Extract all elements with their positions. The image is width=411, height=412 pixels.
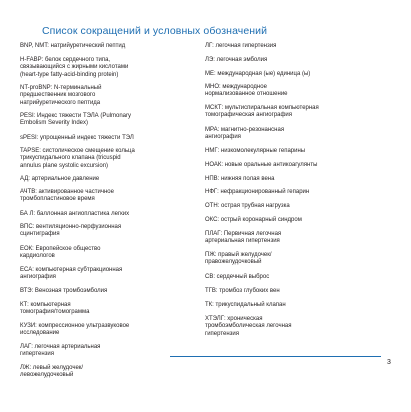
abbreviation-entry: АЧТВ: активированное частичное тромбопластиновое время [20,189,114,203]
abbreviation-entry: ТК: трикуспидальный клапан [205,302,286,308]
abbreviation-entry: H-FABP: белок сердечного типа, связывающийся с жирными кислотами (heart-type fatty-acid-binding protein) [20,57,129,78]
abbreviation-entry: НФГ: нефракционированный гепарин [205,189,310,195]
abbreviation-entry: sPESI: упрощенный индекс тяжести ТЭЛ [20,135,134,141]
abbreviation-entry: ЛЖ: левый желудочек/ левожелудочковый [20,365,84,379]
abbreviation-entry: ВПС: вентиляционно-перфузионная сцинтиграфия [20,224,122,238]
abbreviation-entry: PESI: Индекс тяжести ТЭЛА (Pulmonary Embolism Severity Index) [20,113,132,127]
abbreviation-entry: АД: артериальное давление [20,176,100,182]
abbreviation-entry: BNP, NMT: натрийуретический пептид [20,43,126,49]
abbreviation-entry: МНО: международное нормализованное отношение [205,84,288,98]
abbreviation-entry: ОТН: острая трубная нагрузка [205,203,290,209]
abbreviation-entry: ВТЭ: Венозная тромбоэмболия [20,288,108,294]
page-title: Список сокращений и условных обозначений [42,25,268,37]
abbreviation-entry: ОКС: острый коронарный синдром [205,217,302,223]
abbreviation-entry: ЛГ: легочная гипертензия [205,43,277,49]
abbreviation-entry: БА Л: баллонная ангиопластика легких [20,211,130,217]
abbreviation-entry: NT-proBNP: N-терминальный предшественник мозгового натрийуретического пептида [20,85,102,106]
abbreviation-entry: МСКТ: мультиспиральная компьютерная томографическая ангиография [205,105,319,119]
abbreviation-entry: ТГВ: тромбоз глубоких вен [205,288,280,294]
abbreviation-entry: ЛАГ: легочная артериальная гипертензия [20,344,101,358]
abbreviation-entry: ЛЭ: легочная эмболия [205,57,268,63]
abbreviation-entry: НОАК: новые оральные антикоагулянты [205,162,318,168]
abbreviation-entry: ЕОК: Европейское общество кардиологов [20,246,101,260]
abbreviation-entry: НПВ: нижняя полая вена [205,176,275,182]
abbreviation-entry: МРА: магнитно-резонансная ангиография [205,127,285,141]
abbreviation-entry: TAPSE: систолическое смещение кольца трикуспидального клапана (tricuspid annulus plane systolic excursion) [20,148,135,169]
abbreviation-entry: КТ: компьютерная томография/томограмма [20,302,90,316]
footer-rule [170,356,381,357]
abbreviation-entry: КУЗИ: компрессионное ультразвуковое исследование [20,323,130,337]
abbreviation-entry: МЕ: международная (ые) единица (ы) [205,71,311,77]
abbreviation-entry: ПЛАГ: Первичная легочная артериальная гипертензия [205,231,282,245]
abbreviation-entry: ПЖ: правый желудочек/ правожелудочковый [205,252,272,266]
abbreviation-entry: НМГ: низкомолекулярные гепарины [205,148,306,154]
abbreviation-entry: СВ: сердечный выброс [205,274,270,280]
abbreviation-entry: ЕСА: компьютерная субтракционная ангиография [20,267,123,281]
abbreviation-entry: ХТЭЛГ: хроническая тромбоэмболическая легочная гипертензия [205,316,292,337]
page-number: 3 [387,359,391,366]
